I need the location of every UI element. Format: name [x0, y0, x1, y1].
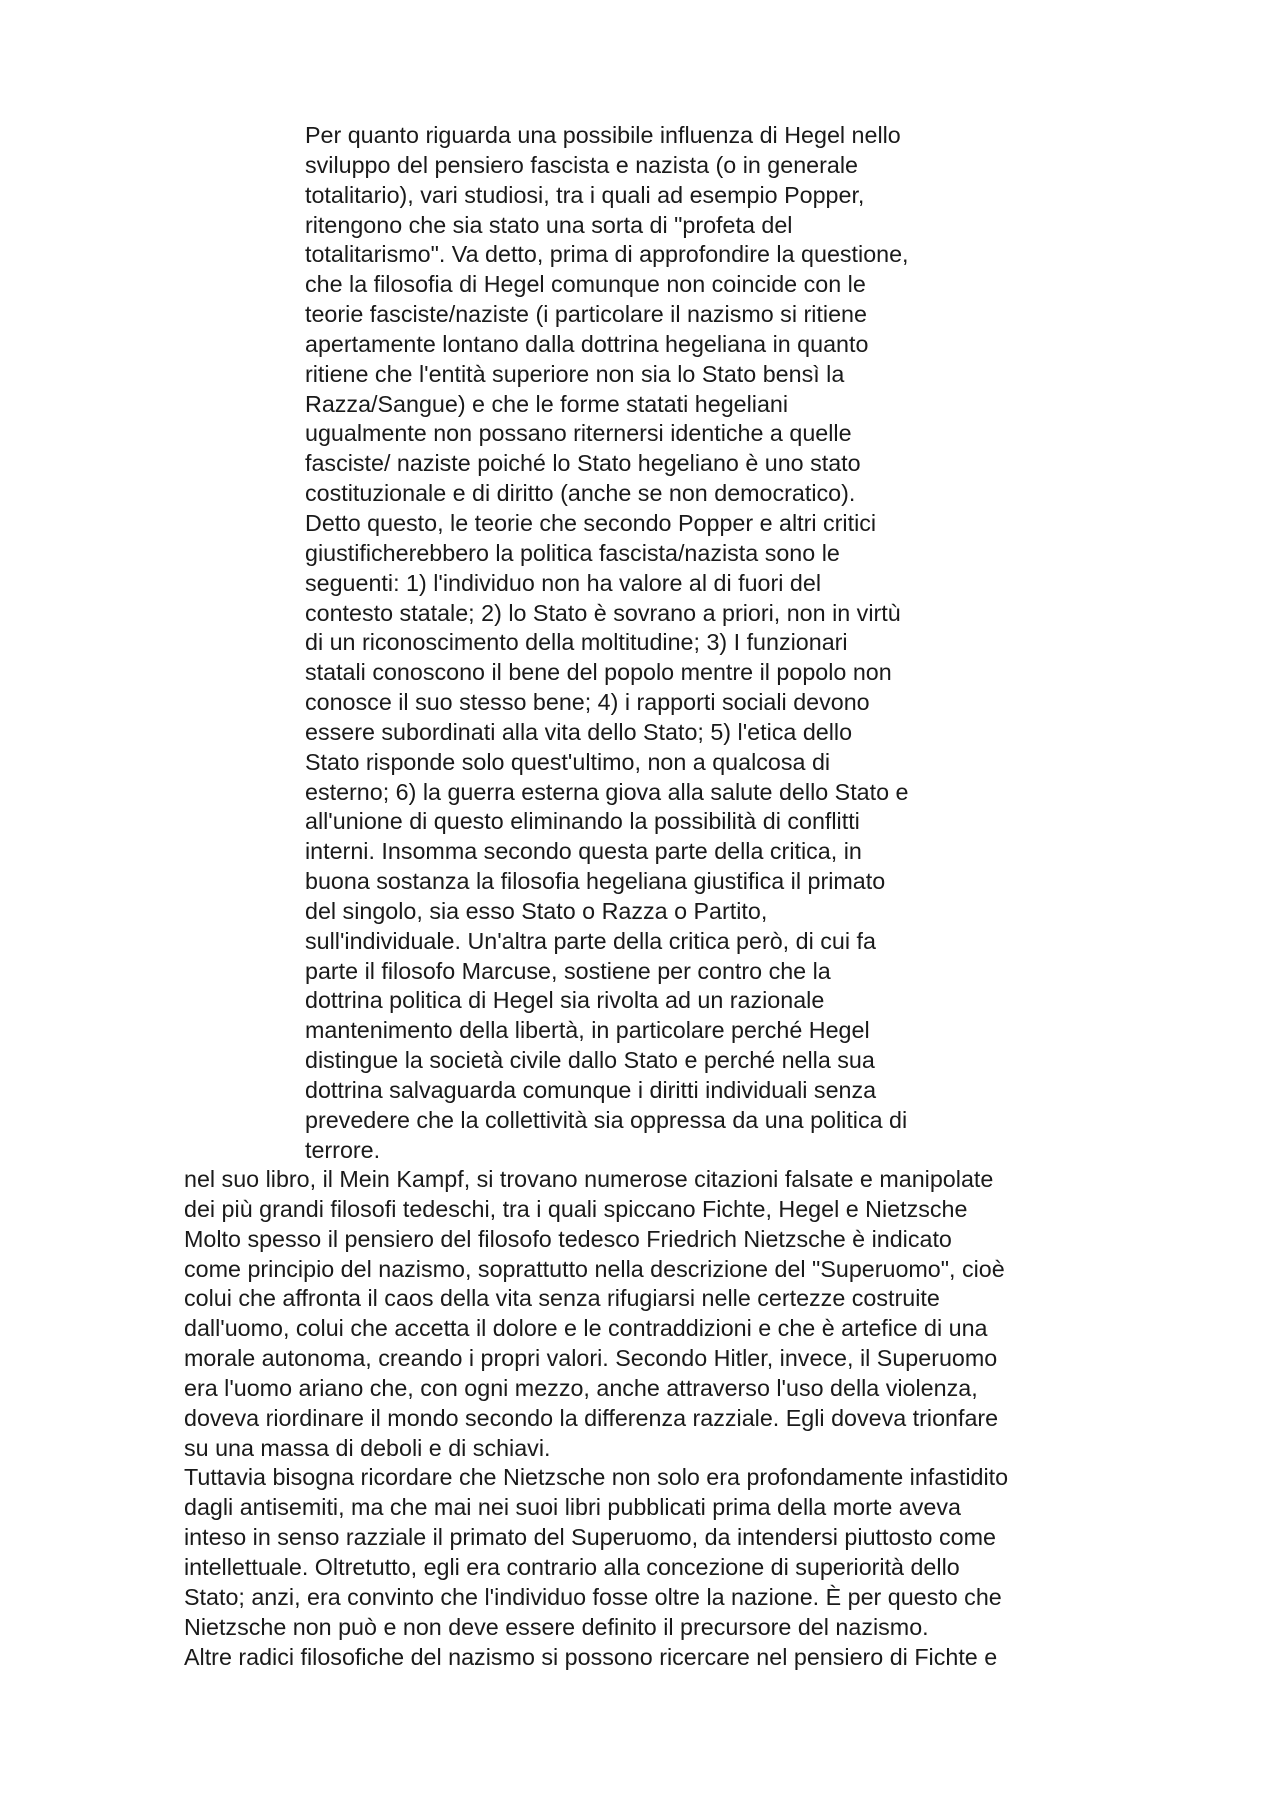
text-line: dei più grandi filosofi tedeschi, tra i quali spiccano Fichte, Hegel e Nietzsche: [184, 1195, 968, 1222]
text-line: dottrina salvaguarda comunque i diritti individuali senza: [305, 1077, 877, 1103]
text-line: di un riconoscimento della moltitudine; 3) I funzionari: [305, 629, 848, 656]
text-line: all'unione di questo eliminando la possibilità di conflitti: [305, 808, 860, 835]
text-line: che la filosofia di Hegel comunque non coincide con le: [305, 271, 866, 298]
text-line: esterno; 6) la guerra esterna giova alla salute dello Stato e: [305, 778, 909, 805]
indented-paragraph: [305, 121, 909, 1166]
text-line: morale autonoma, creando i propri valori. Secondo Hitler, invece, il Superuomo: [184, 1345, 998, 1372]
text-line: Per quanto riguarda una possibile influenza di Hegel nello: [305, 122, 901, 148]
text-line: come principio del nazismo, soprattutto nella descrizione del "Superuomo", cioè: [184, 1255, 1005, 1282]
text-line: Altre radici filosofiche del nazismo si possono ricercare nel pensiero di Fichte e: [184, 1643, 998, 1670]
text-line: su una massa di deboli e di schiavi.: [184, 1434, 551, 1461]
text-line: conosce il suo stesso bene; 4) i rapporti sociali devono: [305, 689, 870, 716]
text-line: distingue la società civile dallo Stato e perché nella sua: [305, 1047, 875, 1074]
text-line: apertamente lontano dalla dottrina hegeliana in quanto: [305, 330, 869, 357]
text-line: prevedere che la collettività sia oppressa da una politica di: [305, 1106, 908, 1133]
text-line: totalitario), vari studiosi, tra i quali ad esempio Popper,: [305, 181, 865, 208]
text-line: dagli antisemiti, ma che mai nei suoi libri pubblicati prima della morte aveva: [184, 1494, 961, 1521]
body-paragraph: [184, 1165, 1008, 1672]
text-line: sull'individuale. Un'altra parte della critica però, di cui fa: [305, 927, 876, 954]
text-line: teorie fasciste/naziste (i particolare il nazismo si ritiene: [305, 301, 867, 328]
text-line: Razza/Sangue) e che le forme statati hegeliani: [305, 390, 789, 417]
text-line: terrore.: [305, 1136, 381, 1163]
text-line: colui che affronta il caos della vita senza rifugiarsi nelle certezze costruite: [184, 1285, 940, 1312]
text-line: Molto spesso il pensiero del filosofo tedesco Friedrich Nietzsche è indicato: [184, 1225, 952, 1252]
text-line: ritengono che sia stato una sorta di "profeta del: [305, 211, 793, 238]
text-line: fasciste/ naziste poiché lo Stato hegeliano è uno stato: [305, 450, 861, 477]
text-line: sviluppo del pensiero fascista e nazista (o in generale: [305, 151, 858, 178]
text-line: intellettuale. Oltretutto, egli era contrario alla concezione di superiorità dello: [184, 1553, 960, 1580]
text-line: doveva riordinare il mondo secondo la differenza razziale. Egli doveva trionfare: [184, 1404, 999, 1431]
text-line: ugualmente non possano riternersi identiche a quelle: [305, 420, 852, 447]
text-line: del singolo, sia esso Stato o Razza o Partito,: [305, 897, 768, 924]
text-line: era l'uomo ariano che, con ogni mezzo, anche attraverso l'uso della violenza,: [184, 1374, 978, 1401]
text-line: costituzionale e di diritto (anche se non democratico).: [305, 480, 856, 507]
text-line: Detto questo, le teorie che secondo Popper e altri critici: [305, 509, 877, 536]
text-line: giustificherebbero la politica fascista/nazista sono le: [305, 539, 840, 566]
text-line: parte il filosofo Marcuse, sostiene per contro che la: [305, 957, 831, 984]
text-line: dottrina politica di Hegel sia rivolta ad un razionale: [305, 987, 825, 1014]
text-line: totalitarismo". Va detto, prima di approfondire la questione,: [305, 241, 909, 268]
text-line: buona sostanza la filosofia hegeliana giustifica il primato: [305, 868, 886, 895]
text-line: Nietzsche non può e non deve essere definito il precursore del nazismo.: [184, 1613, 929, 1640]
text-line: contesto statale; 2) lo Stato è sovrano a priori, non in virtù: [305, 599, 901, 626]
text-line: nel suo libro, il Mein Kampf, si trovano numerose citazioni falsate e manipolate: [184, 1166, 994, 1192]
text-line: inteso in senso razziale il primato del Superuomo, da intendersi piuttosto come: [184, 1524, 996, 1551]
text-line: dall'uomo, colui che accetta il dolore e le contraddizioni e che è artefice di una: [184, 1315, 988, 1342]
text-line: seguenti: 1) l'individuo non ha valore al di fuori del: [305, 569, 822, 596]
text-line: ritiene che l'entità superiore non sia lo Stato bensì la: [305, 360, 845, 387]
text-line: Stato; anzi, era convinto che l'individuo fosse oltre la nazione. È per questo che: [184, 1583, 1002, 1610]
text-line: essere subordinati alla vita dello Stato; 5) l'etica dello: [305, 718, 853, 745]
text-line: Stato risponde solo quest'ultimo, non a qualcosa di: [305, 748, 831, 775]
text-line: mantenimento della libertà, in particolare perché Hegel: [305, 1017, 870, 1044]
text-line: interni. Insomma secondo questa parte della critica, in: [305, 838, 862, 865]
text-line: Tuttavia bisogna ricordare che Nietzsche non solo era profondamente infastidito: [184, 1464, 1009, 1491]
text-line: statali conoscono il bene del popolo mentre il popolo non: [305, 659, 892, 686]
